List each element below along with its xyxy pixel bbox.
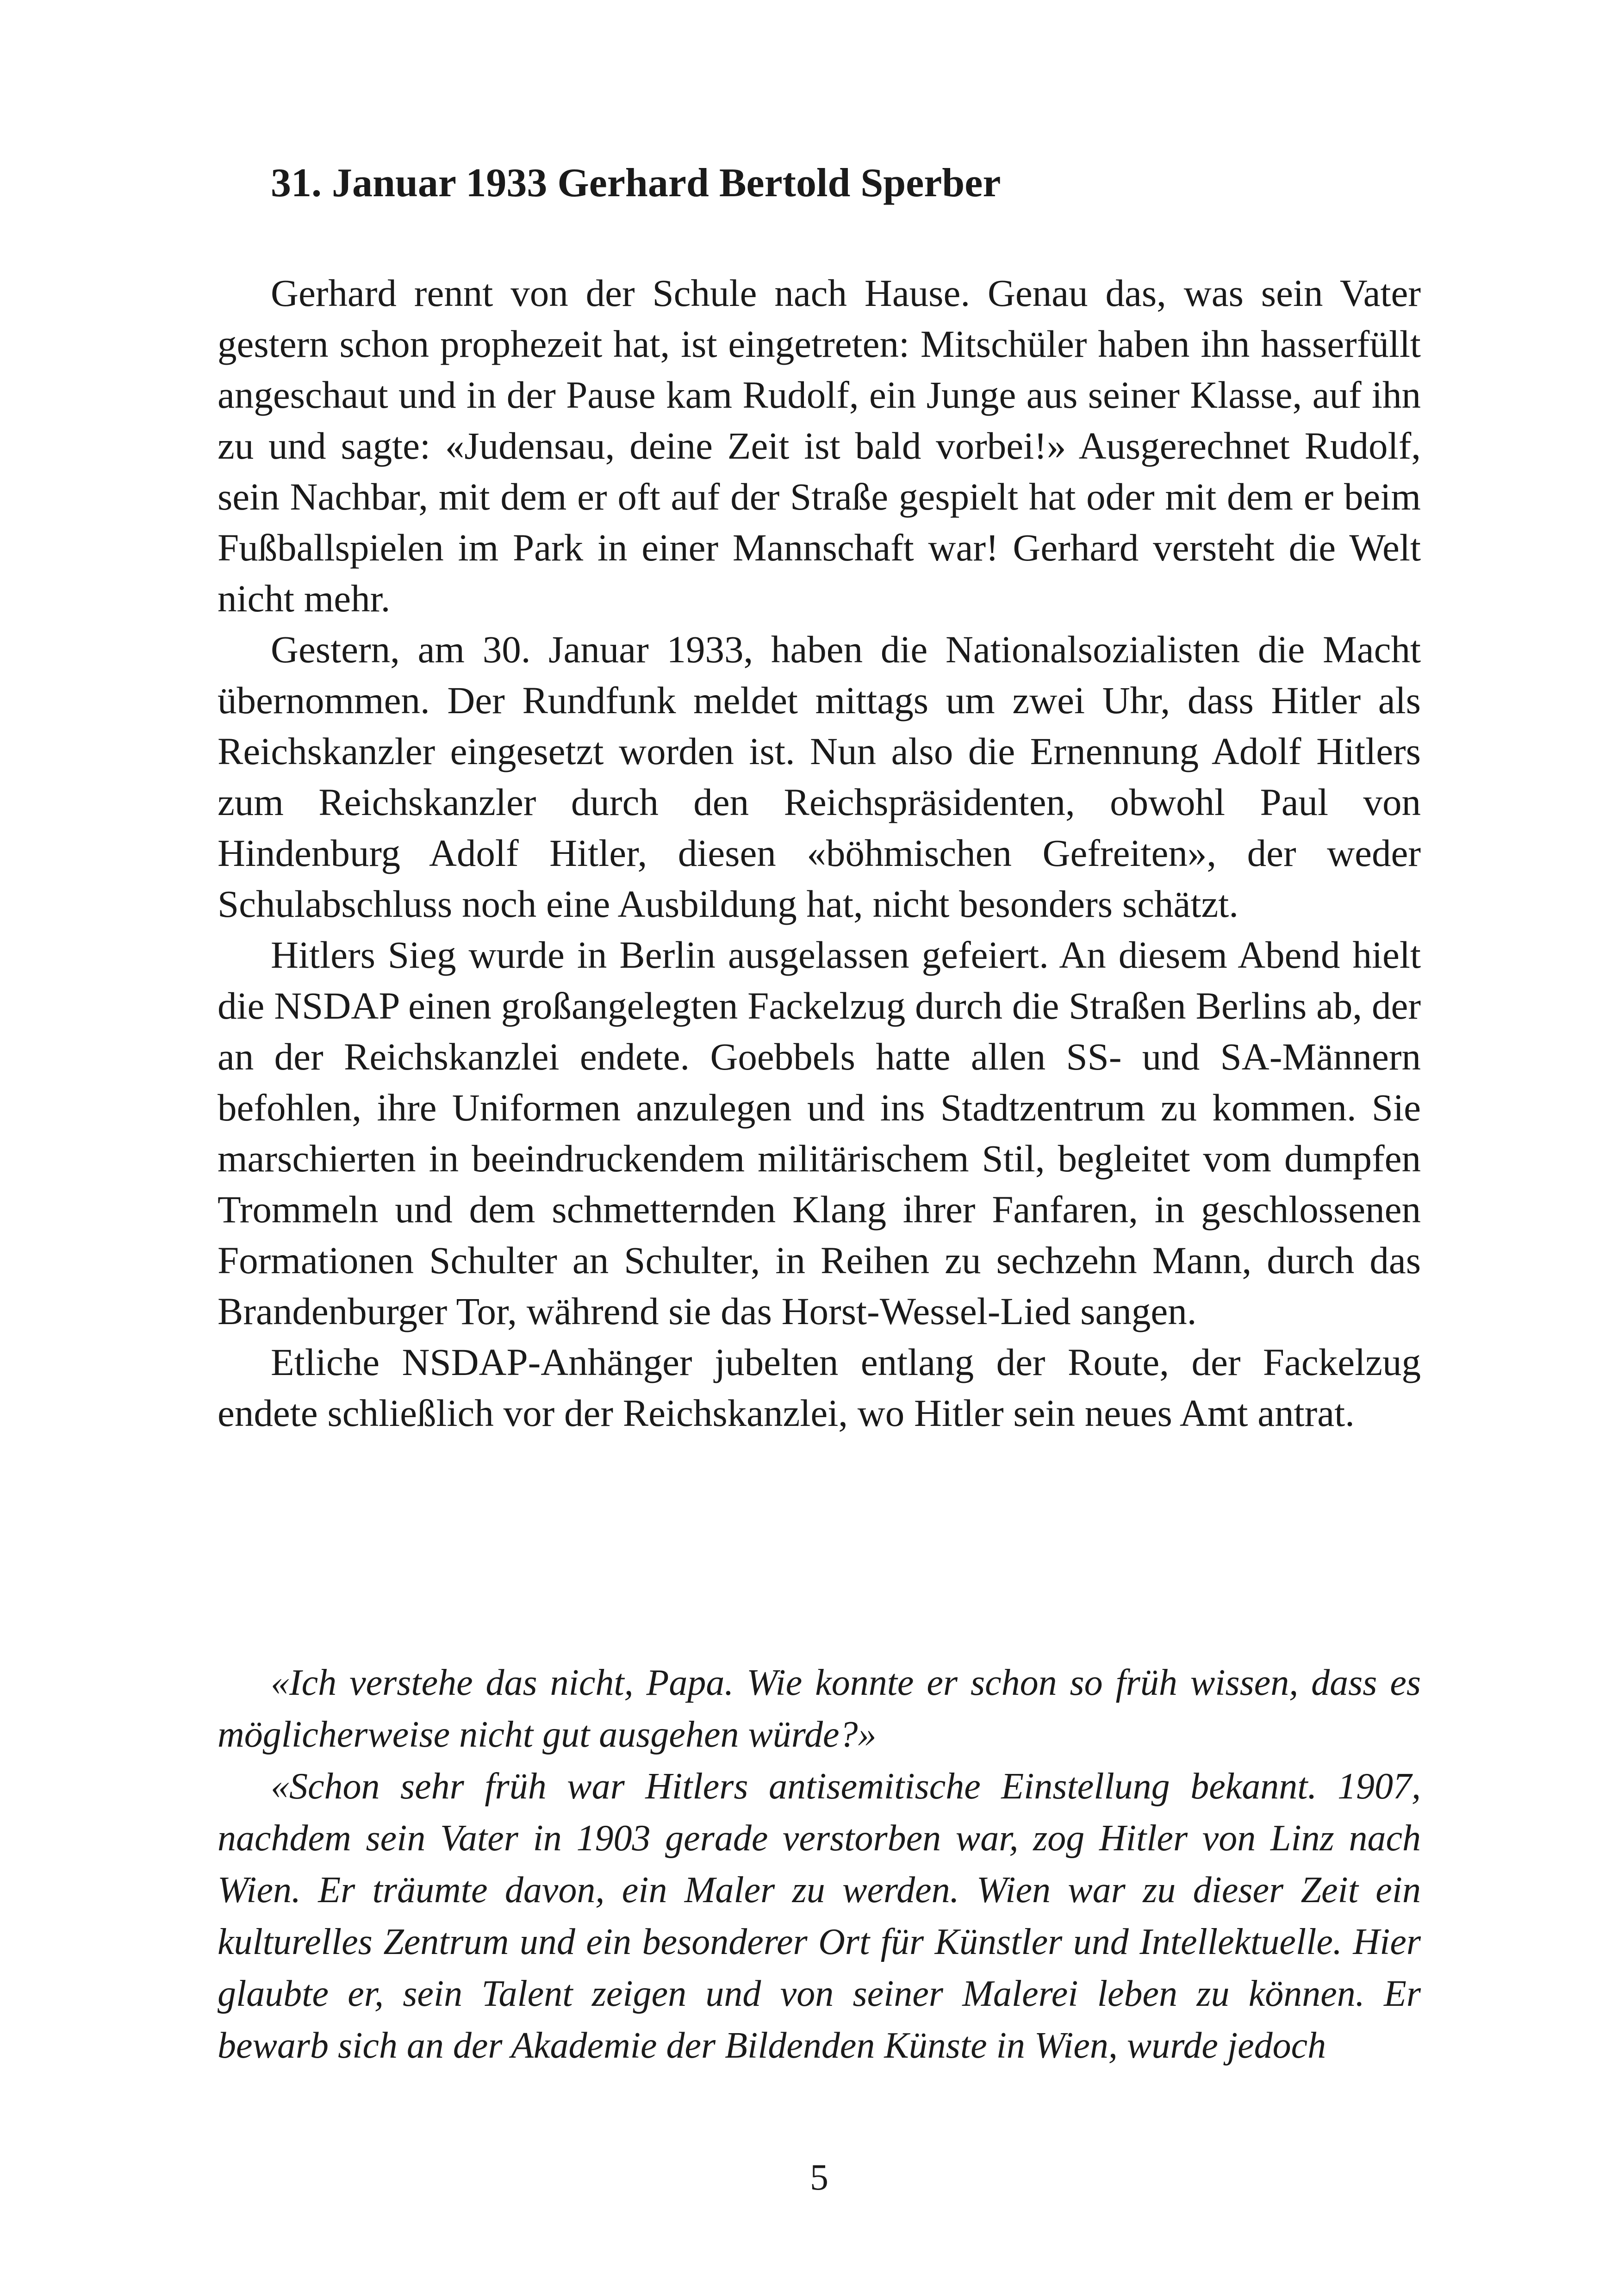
paragraph: Gestern, am 30. Januar 1933, haben die Nationalsozialisten die Macht übernommen. Der Rundfunk meldet mittags um zwei Uhr, dass Hitler als Reichskanzler eingesetzt worden ist. Nun also die Ernennung Adolf Hitlers zum Reichskanzler durch den Reichspräsidenten, obwohl Paul von Hindenburg Adolf Hitler, diesen «böhmischen Gefreiten», der weder Schulabschluss noch eine Ausbildung hat, nicht besonders schätzt. xyxy=(218,628,1421,925)
dialogue-line: «Schon sehr früh war Hitlers antisemitische Einstellung bekannt. 1907, nachdem sein Vater in 1903 gerade verstorben war, zog Hitler von Linz nach Wien. Er träumte davon, ein Maler zu werden. Wien war zu dieser Zeit ein kulturelles Zentrum und ein besonderer Ort für Künstler und Intellektuelle. Hier glaubte er, sein Talent zeigen und von seiner Malerei leben zu können. Er bewarb sich an der Akademie der Bildenden Künste in Wien, wurde jedoch xyxy=(218,1766,1421,2066)
paragraph: Hitlers Sieg wurde in Berlin ausgelassen gefeiert. An diesem Abend hielt die NSDAP einen großangelegten Fackelzug durch die Straßen Berlins ab, der an der Reichskanzlei endete. Goebbels hatte allen SS- und SA-Männern befohlen, ihre Uniformen anzulegen und ins Stadtzentrum zu kommen. Sie marschierten in beeindruckendem militärischem Stil, begleitet vom dumpfen Trommeln und dem schmetternden Klang ihrer Fanfaren, in geschlossenen Formationen Schulter an Schulter, in Reihen zu sechzehn Mann, durch das Brandenburger Tor, während sie das Horst-Wessel-Lied sangen. xyxy=(218,933,1421,1332)
chapter-heading: 31. Januar 1933 Gerhard Bertold Sperber xyxy=(271,161,1001,205)
dialogue-block xyxy=(218,1657,1421,2072)
book-page xyxy=(218,0,1421,2296)
body-text xyxy=(218,268,1421,1438)
paragraph: Etliche NSDAP-Anhänger jubelten entlang der Route, der Fackelzug endete schließlich vor der Reichskanzlei, wo Hitler sein neues Amt antrat. xyxy=(218,1341,1421,1434)
dialogue-line: «Ich verstehe das nicht, Papa. Wie konnte er schon so früh wissen, dass es möglicherweise nicht gut ausgehen würde?» xyxy=(218,1662,1421,1755)
page-number: 5 xyxy=(810,2157,828,2198)
paragraph: Gerhard rennt von der Schule nach Hause. Genau das, was sein Vater gestern schon prophezeit hat, ist eingetreten: Mitschüler haben ihn hasserfüllt angeschaut und in der Pause kam Rudolf, ein Junge aus seiner Klasse, auf ihn zu und sagte: «Judensau, deine Zeit ist bald vorbei!» Ausgerechnet Rudolf, sein Nachbar, mit dem er oft auf der Straße gespielt hat oder mit dem er beim Fußballspielen im Park in einer Mannschaft war! Gerhard versteht die Welt nicht mehr. xyxy=(218,272,1421,620)
